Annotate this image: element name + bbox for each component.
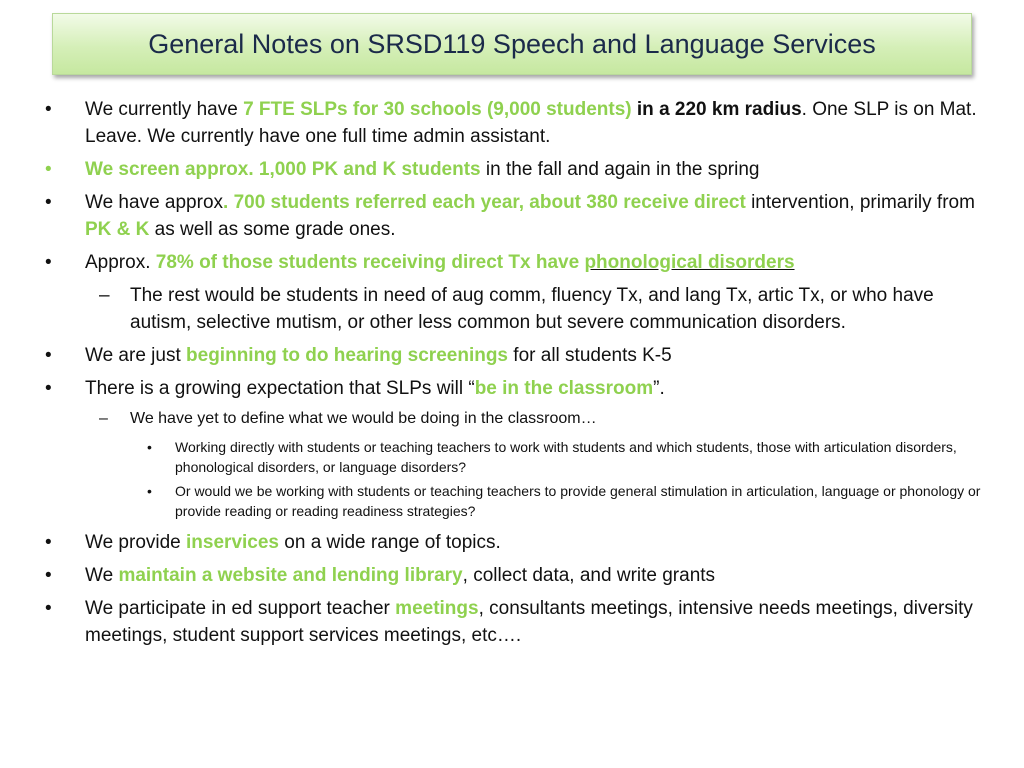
- dash-icon: –: [99, 285, 110, 306]
- bullet-icon: •: [45, 345, 52, 366]
- bullet-classroom: • There is a growing expectation that SLPs will “be in the classroom”.: [45, 375, 995, 402]
- sub-bullet-other-disorders: – The rest would be students in need of aug comm, fluency Tx, and lang Tx, artic Tx, or who have autism, selective mutism, or other less common but severe communication disorders.: [45, 282, 995, 336]
- bullet-referrals: • We have approx. 700 students referred each year, about 380 receive direct intervention, primarily from PK & K as well as some grade ones.: [45, 189, 995, 243]
- sub-sub-bullet-general-stimulation: • Or would we be working with students or teaching teachers to provide general stimulation in articulation, language or phonology or provide reading or reading readiness strategies?: [147, 483, 981, 519]
- bullet-website: • We maintain a website and lending library, collect data, and write grants: [45, 562, 995, 589]
- bullet-icon: •: [45, 565, 52, 586]
- bullet-icon: •: [45, 532, 52, 553]
- bullet-hearing: • We are just beginning to do hearing screenings for all students K-5: [45, 342, 995, 369]
- bullet-icon: •: [45, 378, 52, 399]
- bullet-icon: •: [147, 439, 152, 455]
- sub-bullet-define-role: – We have yet to define what we would be doing in the classroom…: [45, 408, 995, 430]
- slide-title: General Notes on SRSD119 Speech and Language Services: [148, 28, 876, 59]
- bullet-meetings: • We participate in ed support teacher meetings, consultants meetings, intensive needs meetings, diversity meetings, student support services meetings, etc….: [45, 595, 995, 649]
- bullet-phonological: • Approx. 78% of those students receiving direct Tx have phonological disorders: [45, 249, 995, 276]
- bullet-icon: •: [45, 598, 52, 619]
- bullet-icon: •: [45, 192, 52, 213]
- bullet-icon: •: [45, 99, 52, 120]
- bullet-icon: •: [45, 159, 52, 180]
- bullet-screening: • We screen approx. 1,000 PK and K students in the fall and again in the spring: [45, 156, 995, 183]
- bullet-icon: •: [147, 483, 152, 499]
- bullet-icon: •: [45, 252, 52, 273]
- bullet-staffing: • We currently have 7 FTE SLPs for 30 schools (9,000 students) in a 220 km radius. One SLP is on Mat. Leave. We currently have one full time admin assistant.: [45, 96, 995, 150]
- dash-icon: –: [99, 410, 108, 427]
- bullet-inservices: • We provide inservices on a wide range of topics.: [45, 529, 995, 556]
- bullet-list: [45, 96, 995, 655]
- title-banner: [52, 13, 972, 75]
- sub-sub-bullet-direct-work: • Working directly with students or teaching teachers to work with students and which students, those with articulation disorders, phonological disorders, or language disorders?: [147, 439, 957, 475]
